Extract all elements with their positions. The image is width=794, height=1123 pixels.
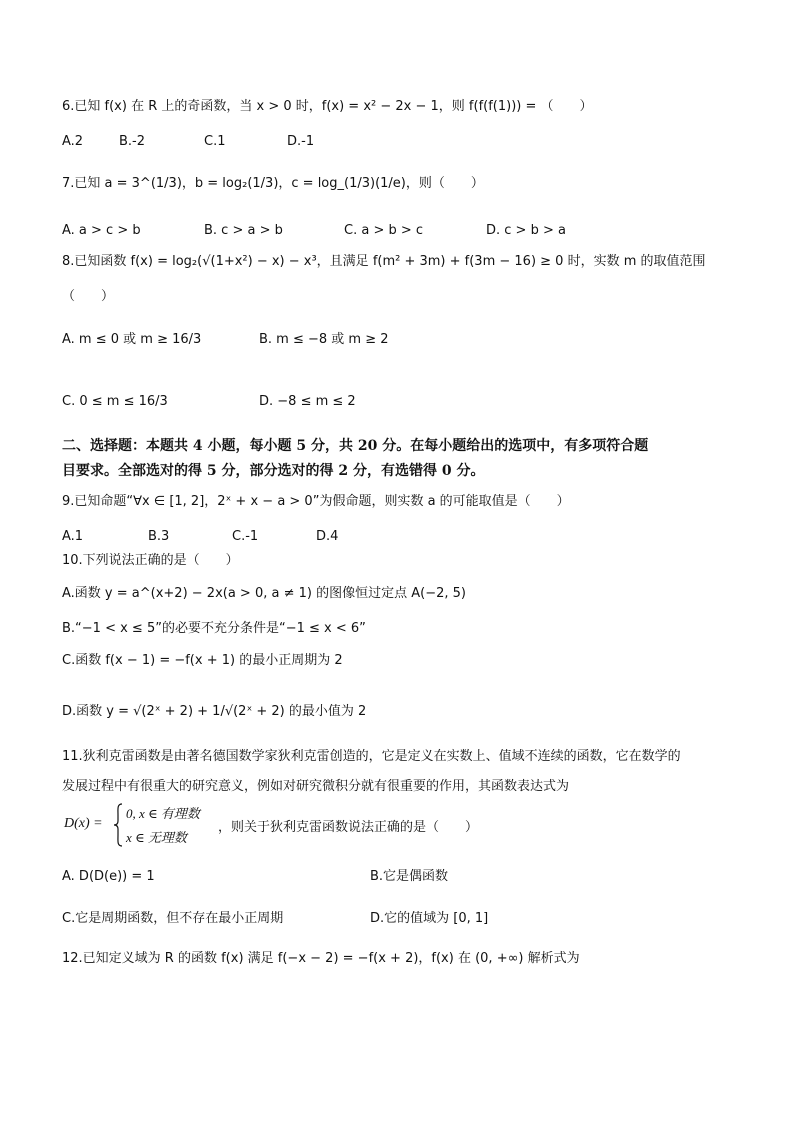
dirichlet-function-definition — [62, 802, 522, 848]
dirichlet-case-irrational: x ∈ 无理数 — [126, 830, 187, 845]
section-2-heading-line1: 二、选择题：本题共 4 小题，每小题 5 分，共 20 分。在每小题给出的选项中，有多项符合题 — [62, 438, 649, 454]
question-6-option-b: B.-2 — [119, 134, 146, 149]
question-9-option-c: C.-1 — [232, 529, 259, 544]
question-12-stem: 12.已知定义域为 R 的函数 f(x) 满足 f(−x − 2) = −f(x + 2)，f(x) 在 (0, +∞) 解析式为 — [62, 951, 580, 966]
question-11-option-c: C.它是周期函数，但不存在最小正周期 — [62, 911, 284, 926]
question-9-option-d: D.4 — [316, 529, 339, 544]
question-6-option-d: D.-1 — [287, 134, 315, 149]
question-7-option-c: C. a > b > c — [344, 223, 424, 238]
question-11-line2: 发展过程中有很重大的研究意义，例如对研究微积分就有很重要的作用，其函数表达式为 — [62, 779, 570, 794]
question-8-stem-paren: （ ） — [62, 289, 115, 304]
question-10-option-b: B.“−1 < x ≤ 5”的必要不充分条件是“−1 ≤ x < 6” — [62, 621, 366, 636]
question-6-option-a: A.2 — [62, 134, 84, 149]
question-7-option-a: A. a > c > b — [62, 223, 141, 238]
question-10-option-c: C.函数 f(x − 1) = −f(x + 1) 的最小正周期为 2 — [62, 653, 343, 668]
question-9-stem: 9.已知命题“∀x ∈ [1, 2]，2ˣ + x − a > 0”为假命题，则实数 a 的可能取值是（ ） — [62, 494, 570, 509]
question-7-option-b: B. c > a > b — [204, 223, 283, 238]
question-6-stem: 6.已知 f(x) 在 R 上的奇函数，当 x > 0 时，f(x) = x² − 2x − 1，则 f(f(f(1))) = （ ） — [62, 99, 593, 114]
question-6-option-c: C.1 — [204, 134, 226, 149]
question-7-option-d: D. c > b > a — [486, 223, 566, 238]
question-11-option-a: A. D(D(e)) = 1 — [62, 869, 155, 884]
dirichlet-case-rational: 0, x ∈ 有理数 — [126, 806, 200, 821]
question-8-option-d: D. −8 ≤ m ≤ 2 — [259, 394, 356, 409]
question-9-option-a: A.1 — [62, 529, 84, 544]
question-10-option-d: D.函数 y = √(2ˣ + 2) + 1/√(2ˣ + 2) 的最小值为 2 — [62, 704, 367, 719]
question-8-stem: 8.已知函数 f(x) = log₂(√(1+x²) − x) − x³，且满足 f(m² + 3m) + f(3m − 16) ≥ 0 时，实数 m 的取值范围 — [62, 254, 706, 269]
question-10-option-a: A.函数 y = a^(x+2) − 2x(a > 0, a ≠ 1) 的图像恒过定点 A(−2, 5) — [62, 586, 466, 601]
question-10-stem: 10.下列说法正确的是（ ） — [62, 553, 239, 568]
question-11-tail: ，则关于狄利克雷函数说法正确的是（ ） — [218, 820, 479, 835]
question-8-option-b: B. m ≤ −8 或 m ≥ 2 — [259, 332, 389, 347]
question-11-option-b: B.它是偶函数 — [370, 869, 449, 884]
question-11-option-d: D.它的值域为 [0, 1] — [370, 911, 489, 926]
question-11-line1: 11.狄利克雷函数是由著名德国数学家狄利克雷创造的，它是定义在实数上、值域不连续的函数，它在数学的 — [62, 749, 681, 764]
question-7-stem: 7.已知 a = 3^(1/3)，b = log₂(1/3)，c = log_(1/3)(1/e)，则（ ） — [62, 176, 484, 191]
question-8-option-a: A. m ≤ 0 或 m ≥ 16/3 — [62, 332, 202, 347]
question-8-option-c: C. 0 ≤ m ≤ 16/3 — [62, 394, 168, 409]
question-9-option-b: B.3 — [148, 529, 170, 544]
piecewise-brace-icon — [112, 803, 124, 847]
dirichlet-lhs: D(x) = — [64, 816, 103, 831]
section-2-heading-line2: 目要求。全部选对的得 5 分，部分选对的得 2 分，有选错得 0 分。 — [62, 463, 485, 479]
